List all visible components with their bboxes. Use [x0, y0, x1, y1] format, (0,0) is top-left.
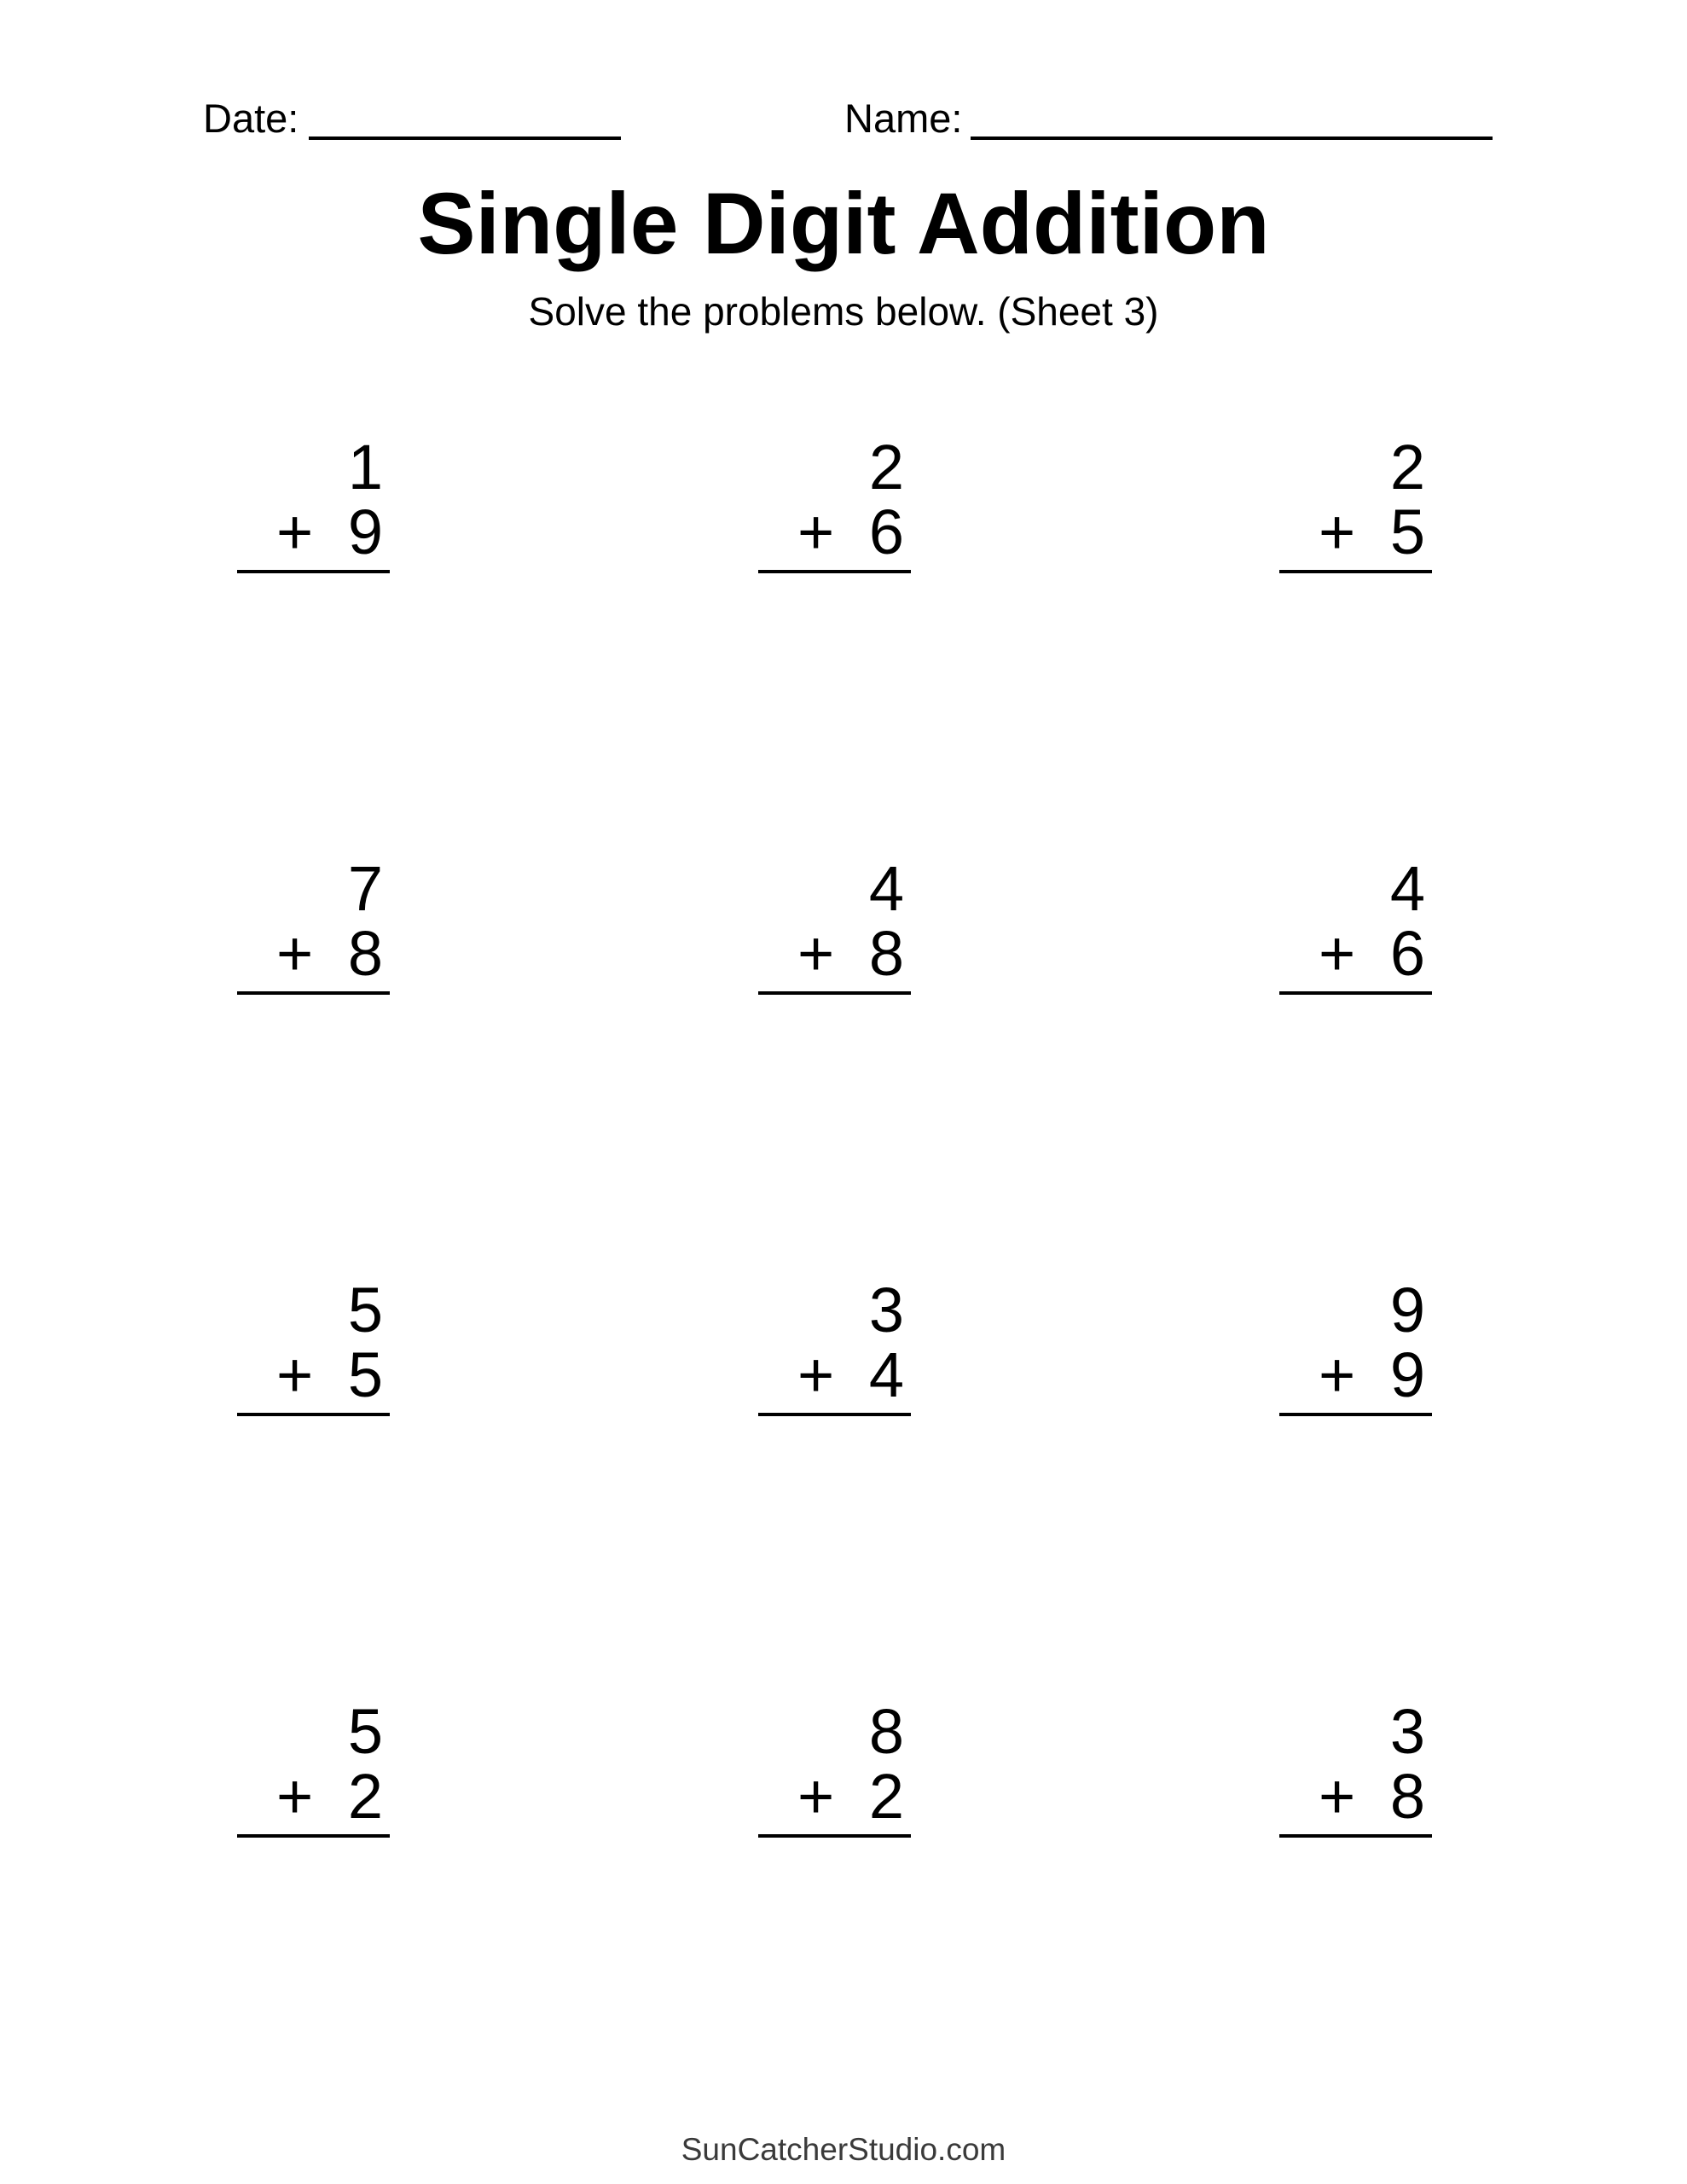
plus-operator: + [1319, 918, 1356, 989]
bottom-operand: 5 [347, 1339, 383, 1410]
bottom-operand: 6 [868, 497, 904, 567]
plus-operator: + [276, 918, 314, 989]
answer-space [758, 1416, 911, 1544]
answer-space [237, 1838, 390, 1966]
problem-rule [758, 1275, 911, 1416]
problems-grid [237, 432, 1432, 2121]
bottom-operand: 9 [1389, 1339, 1425, 1410]
addition-problem-11 [758, 1696, 911, 2121]
top-operand: 2 [1389, 432, 1425, 502]
answer-space [1279, 1416, 1432, 1544]
problem-rule [1279, 1696, 1432, 1838]
name-blank-line [971, 136, 1493, 140]
top-operand: 4 [868, 853, 904, 924]
plus-operator: + [1319, 1761, 1356, 1832]
bottom-operand: 5 [1389, 497, 1425, 567]
date-label: Date: [203, 96, 299, 141]
bottom-operand: 9 [347, 497, 383, 567]
addition-problem-12 [1279, 1696, 1432, 2121]
name-label: Name: [844, 96, 963, 141]
top-operand: 3 [868, 1275, 904, 1345]
problem-rule [237, 1696, 390, 1838]
problem-rule [237, 853, 390, 995]
plus-operator: + [797, 1339, 835, 1410]
problem-rule [237, 1275, 390, 1416]
plus-operator: + [276, 1339, 314, 1410]
addition-problem-8 [758, 1275, 911, 1699]
addition-problem-10 [237, 1696, 390, 2121]
problem-rule [758, 432, 911, 573]
page-title: Single Digit Addition [417, 175, 1270, 272]
bottom-operand: 8 [1389, 1761, 1425, 1832]
plus-operator: + [276, 1761, 314, 1832]
answer-space [758, 1838, 911, 1966]
addition-problem-9 [1279, 1275, 1432, 1699]
problem-rule [758, 1696, 911, 1838]
answer-space [237, 995, 390, 1123]
answer-space [1279, 995, 1432, 1123]
problem-rule [1279, 1275, 1432, 1416]
top-operand: 8 [868, 1696, 904, 1767]
date-blank-line [309, 136, 621, 140]
top-operand: 9 [1389, 1275, 1425, 1345]
bottom-operand: 4 [868, 1339, 904, 1410]
addition-problem-2 [758, 432, 911, 857]
answer-space [758, 573, 911, 701]
problem-rule [237, 432, 390, 573]
addition-problem-4 [237, 853, 390, 1278]
bottom-operand: 2 [868, 1761, 904, 1832]
answer-space [237, 573, 390, 701]
bottom-operand: 8 [868, 918, 904, 989]
page-subtitle: Solve the problems below. (Sheet 3) [528, 289, 1159, 334]
top-operand: 4 [1389, 853, 1425, 924]
answer-space [1279, 1838, 1432, 1966]
addition-problem-5 [758, 853, 911, 1278]
plus-operator: + [1319, 1339, 1356, 1410]
answer-space [1279, 573, 1432, 701]
top-operand: 1 [347, 432, 383, 502]
answer-space [758, 995, 911, 1123]
answer-space [237, 1416, 390, 1544]
bottom-operand: 2 [347, 1761, 383, 1832]
plus-operator: + [797, 918, 835, 989]
top-operand: 5 [347, 1696, 383, 1767]
plus-operator: + [276, 497, 314, 567]
top-operand: 2 [868, 432, 904, 502]
problem-rule [1279, 853, 1432, 995]
problem-rule [758, 853, 911, 995]
addition-problem-7 [237, 1275, 390, 1699]
top-operand: 3 [1389, 1696, 1425, 1767]
bottom-operand: 6 [1389, 918, 1425, 989]
problem-rule [1279, 432, 1432, 573]
plus-operator: + [1319, 497, 1356, 567]
plus-operator: + [797, 497, 835, 567]
footer-site-credit: SunCatcherStudio.com [681, 2132, 1006, 2167]
top-operand: 7 [347, 853, 383, 924]
addition-problem-6 [1279, 853, 1432, 1278]
top-operand: 5 [347, 1275, 383, 1345]
addition-problem-1 [237, 432, 390, 857]
plus-operator: + [797, 1761, 835, 1832]
addition-problem-3 [1279, 432, 1432, 857]
bottom-operand: 8 [347, 918, 383, 989]
